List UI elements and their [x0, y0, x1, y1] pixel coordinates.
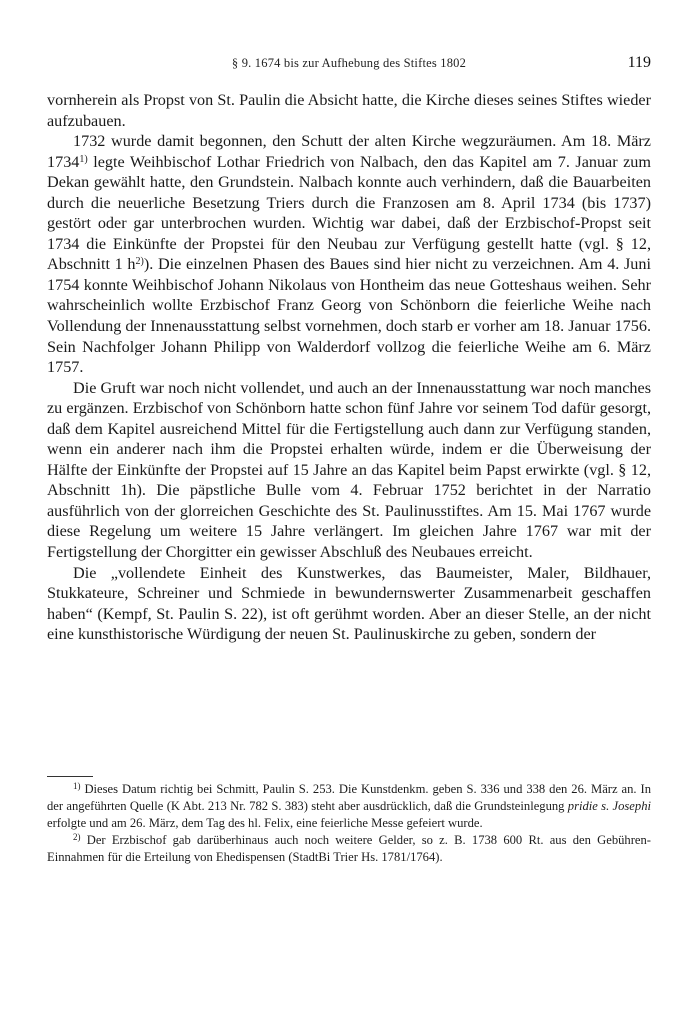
page-number: 119 [627, 54, 651, 71]
footnote [47, 781, 651, 832]
paragraph [47, 563, 651, 645]
page-header [47, 54, 651, 76]
paragraph-text: 1732 wurde damit begonnen, den Schutt der alten Kirche wegzuräumen. Am 18. März 1734 [47, 132, 651, 171]
footnotes [47, 781, 651, 866]
body-text [47, 90, 651, 645]
paragraph [47, 378, 651, 563]
paragraph-text: Die Gruft war noch nicht vollendet, und auch an der Innenausstattung war noch manches zu ergänzen. Erzbischof von Schönborn hatte schon fünf Jahre vor seinem Tod dafür gesorgt, daß dem Kapitel ausreichend Mittel für die Fertigstellung auch dann zur Verfügung standen, wenn ein anderer nach ihm die Propstei erhalten würde, indem er die Überweisung der Hälfte der Einkünfte der Propstei auf 15 Jahre an das Kapitel beim Papst erwirkte (vgl. § 12, Abschnitt 1h). Die päpstliche Bulle vom 4. Februar 1752 berichtet in der Narratio ausführlich von der glorreichen Geschichte des St. Paulinusstiftes. Am 15. Mai 1767 wurde diese Regelung um weitere 15 Jahre verlängert. Im gleichen Jahre 1767 war mit der Fertigstellung der Chorgitter ein gewisser Abschluß des Neubaues erreicht. [47, 378, 651, 562]
footnote-reference[interactable]: 1) [79, 153, 88, 165]
footnote-marker: 2) [73, 831, 81, 842]
footnote-text: Dieses Datum richtig bei Schmitt, Paulin S. 253. Die Kunstdenkm. geben S. 336 und 338 den 26. März an. In der angeführten Quelle (K Abt. 213 Nr. 782 S. 383) steht aber ausdrücklich, daß die Grundsteinlegung [47, 782, 651, 813]
footnote [47, 832, 651, 866]
footnote-marker: 1) [73, 781, 81, 791]
paragraph-text: vornherein als Propst von St. Paulin die Absicht hatte, die Kirche dieses seines Stiftes wieder aufzubauen. [47, 91, 651, 130]
running-head: § 9. 1674 bis zur Aufhebung des Stiftes 1802 [231, 56, 467, 70]
paragraph-text: legte Weihbischof Lothar Friedrich von Nalbach, den das Kapitel am 7. Januar zum Dekan gewählt hatte, den Grundstein. Nalbach konnte auch verhindern, daß die Bauarbeiten durch die neuerliche Besetzung Triers durch die Franzosen am 8. April 1734 (bis 1737) gestört oder gar unterbrochen wurden. Wichtig war dabei, daß der Erzbischof-Propst seit 1734 die Einkünfte der Propstei für den Neubau zur Verfügung gestellt hatte (vgl. § 12, Abschnitt 1 h [47, 152, 651, 274]
footnote-text: Der Erzbischof gab darüberhinaus auch noch weitere Gelder, so z. B. 1738 600 Rt. aus den Gebühren-Einnahmen für die Erteilung von Ehedispensen (StadtBi Trier Hs. 1781/1764). [47, 832, 651, 864]
footnote-reference[interactable]: 2) [135, 256, 144, 268]
footnote-divider [47, 776, 93, 777]
paragraph [47, 90, 651, 131]
paragraph-text: ). Die einzelnen Phasen des Baues sind hier nicht zu verzeichnen. Am 4. Juni 1754 konnte Weihbischof Johann Nikolaus von Hontheim das neue Gotteshaus weihen. Sehr wahrscheinlich wollte Erzbischof Franz Georg von Schönborn die feierliche Weihe nach Vollendung der Innenausstattung selbst vornehmen, doch starb er vorher am 18. Januar 1756. Sein Nachfolger Johann Philipp von Walderdorf vollzog die feierliche Weihe am 6. März 1757. [47, 255, 651, 377]
paragraph-text: Die „vollendete Einheit des Kunstwerkes, das Baumeister, Maler, Bildhauer, Stukkateure, Schreiner und Schmiede in bewundernswerter Zusammenarbeit geschaffen haben“ (Kempf, St. Paulin S. 22), ist oft gerühmt worden. Aber an dieser Stelle, an der nicht eine kunsthistorische Würdigung der neuen St. Paulinuskirche zu geben, sondern der [47, 563, 651, 644]
footnote-text: erfolgte und am 26. März, dem Tag des hl. Felix, eine feierliche Messe gefeiert wurde. [47, 815, 483, 830]
footnote-italic-text: pridie s. Josephi [567, 798, 651, 813]
paragraph [47, 131, 651, 378]
